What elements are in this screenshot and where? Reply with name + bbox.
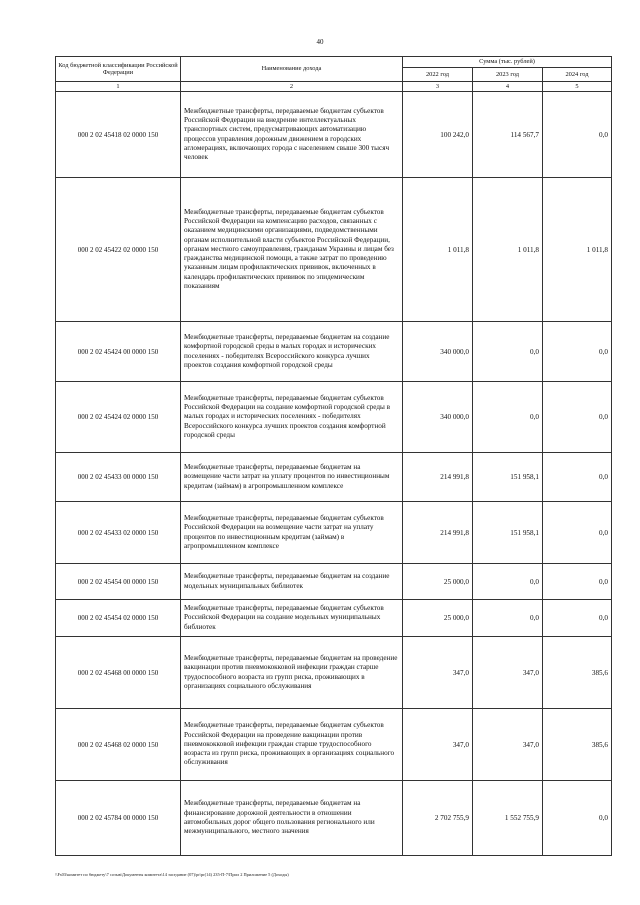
row-value-2022: 1 011,8 <box>403 178 473 322</box>
file-path-footer: \\Fs03\комитет по бюджету\7 созыв\Документы комитета\14 заседание (07)\pr\pr(14) 235-П-7\Прил 2 Приложение 5 (Доходы) <box>55 872 289 877</box>
row-name: Межбюджетные трансферты, передаваемые бюджетам на возмещение части затрат на уплату процентов по инвестиционным кредитам (займам) в агропромышленном комплексе <box>181 453 403 502</box>
col-number: 1 <box>56 82 181 92</box>
col-number: 2 <box>181 82 403 92</box>
table-row <box>56 709 612 781</box>
revenue-table <box>55 56 612 856</box>
row-value-2023: 1 011,8 <box>473 178 543 322</box>
table-row <box>56 637 612 709</box>
row-value-2022: 2 702 755,9 <box>403 781 473 856</box>
row-value-2024: 0,0 <box>543 382 612 453</box>
row-name: Межбюджетные трансферты, передаваемые бюджетам субъектов Российской Федерации на проведение вакцинации против пневмококковой инфекции граждан старше трудоспособного возраста из групп риска, проживающих в организациях социального обслуживания <box>181 709 403 781</box>
table-row <box>56 92 612 178</box>
row-value-2024: 1 011,8 <box>543 178 612 322</box>
header-year-2023: 2023 год <box>473 68 543 82</box>
col-number: 5 <box>543 82 612 92</box>
row-value-2024: 0,0 <box>543 322 612 382</box>
row-name: Межбюджетные трансферты, передаваемые бюджетам на создание комфортной городской среды в малых городах и исторических поселениях - победителях Всероссийского конкурса лучших проектов создания комфортной городской среды <box>181 322 403 382</box>
row-value-2022: 214 991,8 <box>403 453 473 502</box>
row-value-2023: 347,0 <box>473 709 543 781</box>
row-value-2022: 340 000,0 <box>403 382 473 453</box>
row-code: 000 2 02 45468 00 0000 150 <box>56 637 181 709</box>
table-row <box>56 178 612 322</box>
table-row <box>56 453 612 502</box>
row-name: Межбюджетные трансферты, передаваемые бюджетам субъектов Российской Федерации на создание комфортной городской среды в малых городах и исторических поселениях - победителях Всероссийского конкурса лучших проектов создания комфортной городской среды <box>181 382 403 453</box>
table-row <box>56 382 612 453</box>
row-value-2023: 0,0 <box>473 564 543 600</box>
col-number: 3 <box>403 82 473 92</box>
row-value-2024: 0,0 <box>543 600 612 637</box>
row-code: 000 2 02 45424 00 0000 150 <box>56 322 181 382</box>
row-value-2024: 385,6 <box>543 637 612 709</box>
row-code: 000 2 02 45418 02 0000 150 <box>56 92 181 178</box>
row-code: 000 2 02 45784 00 0000 150 <box>56 781 181 856</box>
row-value-2024: 0,0 <box>543 781 612 856</box>
row-name: Межбюджетные трансферты, передаваемые бюджетам субъектов Российской Федерации на внедрение интеллектуальных транспортных систем, предусматривающих автоматизацию процессов управления дорожным движением в городских агломерациях, включающих города с населением свыше 300 тысяч человек <box>181 92 403 178</box>
row-value-2022: 100 242,0 <box>403 92 473 178</box>
row-value-2022: 340 000,0 <box>403 322 473 382</box>
row-name: Межбюджетные трансферты, передаваемые бюджетам субъектов Российской Федерации на создание модельных муниципальных библиотек <box>181 600 403 637</box>
row-value-2024: 0,0 <box>543 453 612 502</box>
row-name: Межбюджетные трансферты, передаваемые бюджетам на создание модельных муниципальных библиотек <box>181 564 403 600</box>
row-value-2022: 214 991,8 <box>403 502 473 564</box>
row-value-2024: 0,0 <box>543 92 612 178</box>
row-value-2023: 0,0 <box>473 600 543 637</box>
row-code: 000 2 02 45433 02 0000 150 <box>56 502 181 564</box>
row-code: 000 2 02 45433 00 0000 150 <box>56 453 181 502</box>
row-value-2023: 347,0 <box>473 637 543 709</box>
row-value-2024: 0,0 <box>543 564 612 600</box>
table-row <box>56 502 612 564</box>
row-name: Межбюджетные трансферты, передаваемые бюджетам на проведение вакцинации против пневмококковой инфекции граждан старше трудоспособного возраста из групп риска, проживающих в организациях социального обслуживания <box>181 637 403 709</box>
header-sum: Сумма (тыс. рублей) <box>403 57 612 68</box>
header-year-2024: 2024 год <box>543 68 612 82</box>
row-code: 000 2 02 45454 02 0000 150 <box>56 600 181 637</box>
table-row <box>56 322 612 382</box>
row-value-2022: 347,0 <box>403 709 473 781</box>
row-value-2022: 25 000,0 <box>403 564 473 600</box>
row-value-2024: 0,0 <box>543 502 612 564</box>
row-value-2023: 151 958,1 <box>473 453 543 502</box>
row-value-2022: 347,0 <box>403 637 473 709</box>
row-value-2023: 151 958,1 <box>473 502 543 564</box>
row-value-2022: 25 000,0 <box>403 600 473 637</box>
row-name: Межбюджетные трансферты, передаваемые бюджетам на финансирование дорожной деятельности в отношении автомобильных дорог общего пользования регионального или межмуниципального, местного значения <box>181 781 403 856</box>
row-value-2023: 1 552 755,9 <box>473 781 543 856</box>
header-code: Код бюджетной классификации Российской Федерации <box>56 57 181 82</box>
col-number: 4 <box>473 82 543 92</box>
row-name: Межбюджетные трансферты, передаваемые бюджетам субъектов Российской Федерации на компенсацию расходов, связанных с оказанием медицинскими организациями, подведомственными органам исполнительной власти субъектов Российской Федерации, органам местного самоуправления, гражданам Украины и лицам без гражданства медицинской помощи, а также затрат по проведению указанным лицам профилактических прививок, включенных в календарь профилактических прививок по эпидемическим показаниям <box>181 178 403 322</box>
row-value-2023: 114 567,7 <box>473 92 543 178</box>
row-code: 000 2 02 45424 02 0000 150 <box>56 382 181 453</box>
table-row <box>56 564 612 600</box>
row-code: 000 2 02 45468 02 0000 150 <box>56 709 181 781</box>
table-row <box>56 600 612 637</box>
row-value-2023: 0,0 <box>473 322 543 382</box>
header-name: Наименование дохода <box>181 57 403 82</box>
table-row <box>56 781 612 856</box>
page-number: 40 <box>316 38 324 46</box>
row-code: 000 2 02 45422 02 0000 150 <box>56 178 181 322</box>
row-value-2024: 385,6 <box>543 709 612 781</box>
row-value-2023: 0,0 <box>473 382 543 453</box>
row-name: Межбюджетные трансферты, передаваемые бюджетам субъектов Российской Федерации на возмещение части затрат на уплату процентов по инвестиционным кредитам (займам) в агропромышленном комплексе <box>181 502 403 564</box>
header-year-2022: 2022 год <box>403 68 473 82</box>
row-code: 000 2 02 45454 00 0000 150 <box>56 564 181 600</box>
